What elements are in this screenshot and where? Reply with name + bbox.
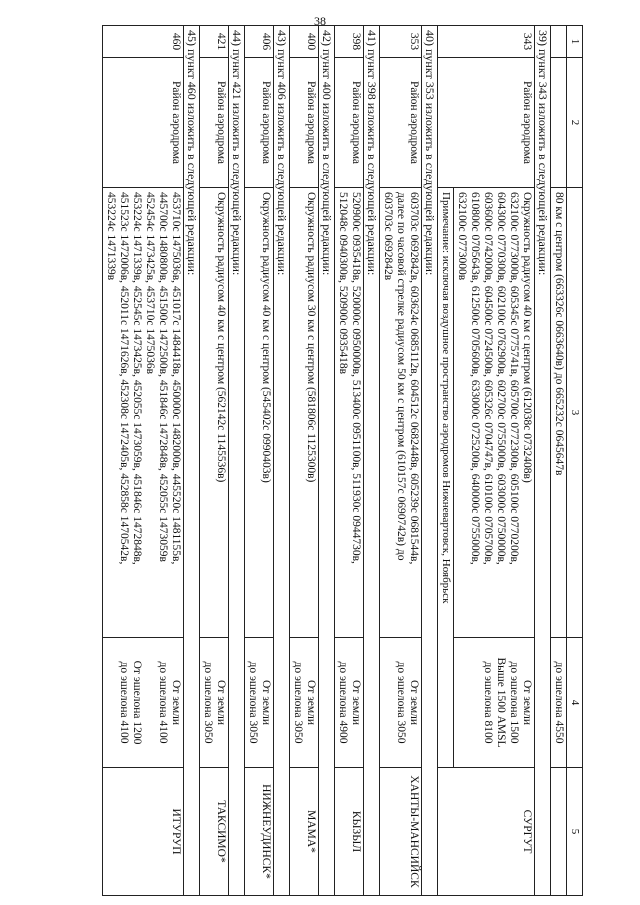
limits-line: От земли	[350, 679, 362, 726]
coords-line: Окружность радиусом 40 км с центром (562142с 1145536в)	[215, 192, 227, 483]
aerodrome-name: ХАНТЫ-МАНСИЙСК	[380, 768, 422, 896]
table-row	[380, 26, 422, 896]
limits-line: до эшелона 3050	[292, 661, 304, 744]
zone-cell: Район аэродрома	[103, 58, 184, 188]
coords-cell: 80 км с центром (663326с 0663640в) до 665232с 0645647в	[551, 188, 567, 638]
limits-cell	[380, 638, 422, 768]
section-title-row	[364, 26, 380, 896]
section-title-row	[422, 26, 438, 896]
header-cell: 2	[567, 58, 583, 188]
coords-line: 453224с 1471339в	[105, 192, 117, 281]
item-number: 398	[335, 26, 364, 58]
coords-cell	[380, 188, 422, 638]
coords-line: 452454с 1473425в, 453710с 1475036в	[144, 192, 156, 375]
aerodrome-name: ИТУРУП	[103, 768, 184, 896]
limits-cell	[290, 638, 319, 768]
coords-line: 603703с 0692842в, 603624с 0685112в, 604512с 0682448в, 605239с 0681544в,	[408, 192, 420, 565]
coords-cell	[454, 188, 535, 638]
coords-line: 512048с 0940300в, 520900с 0935418в	[337, 192, 349, 375]
limits-cell	[245, 638, 274, 768]
coords-line: 610800с 0705643в, 612500с 0705600в, 633000с 0725200в, 640000с 0755000в,	[469, 192, 481, 565]
zone-cell: Район аэродрома	[200, 58, 229, 188]
table-row	[454, 26, 535, 896]
limits-line: От земли	[521, 679, 533, 726]
section-title: 40) пункт 353 изложить в следующей редакции:	[422, 26, 438, 896]
table-row	[200, 26, 229, 896]
limits-line: От земли	[170, 679, 182, 726]
zone-cell: Район аэродрома	[245, 58, 274, 188]
limits-line: От земли	[305, 679, 317, 726]
coords-line: Окружность радиусом 30 км с центром (581806с 1125300в)	[305, 192, 317, 483]
limits-line: От земли	[408, 679, 420, 726]
limits-line: до эшелона 3050	[247, 661, 259, 744]
coords-line: 603600с 0742000в, 604500с 0724500в, 605326с 0704747в, 610100с 0705700в,	[482, 192, 494, 565]
coords-cell	[245, 188, 274, 638]
zone-cell: Район аэродрома	[438, 58, 535, 188]
header-cell: 5	[567, 768, 583, 896]
table-row	[290, 26, 319, 896]
coords-line: 632100с 0773000в, 605345с 0775741в, 605700с 0772300в, 605100с 0770200в,	[508, 192, 520, 565]
table-header-row	[567, 26, 583, 896]
limits-line: От эшелона 1200	[131, 660, 143, 745]
item-number: 406	[245, 26, 274, 58]
zone-cell: Район аэродрома	[380, 58, 422, 188]
aerodrome-name: КЫЗЫЛ	[335, 768, 364, 896]
coords-cell	[335, 188, 364, 638]
limits-cell	[454, 638, 535, 768]
item-number: 421	[200, 26, 229, 58]
rotated-table-area	[53, 25, 583, 895]
limits-line: до эшелона 4900	[337, 661, 349, 744]
limits-line: Выше 1500 AMSL	[495, 657, 507, 748]
section-title: 43) пункт 406 изложить в следующей редакции:	[274, 26, 290, 896]
section-title-row	[319, 26, 335, 896]
item-number: 400	[290, 26, 319, 58]
aerodrome-name: МАМА*	[290, 768, 319, 896]
zone-cell: Район аэродрома	[290, 58, 319, 188]
table-row	[551, 26, 567, 896]
limits-line	[143, 642, 156, 763]
coords-cell	[200, 188, 229, 638]
table-row	[245, 26, 274, 896]
airspace-table	[102, 25, 583, 896]
coords-line: Окружность радиусом 40 км с центром (612038с 0732408в)	[521, 192, 533, 483]
limits-cell	[335, 638, 364, 768]
header-cell: 4	[567, 638, 583, 768]
section-title-row	[229, 26, 245, 896]
coords-line: 604300с 0770300в, 602100с 0762900в, 602700с 0755000в, 603000с 0750000в,	[495, 192, 507, 565]
coords-line: далее по часовой стрелке радиусом 50 км с центром (610157с 0690742в) до	[395, 192, 407, 561]
aerodrome-name: ТАКСИМО*	[200, 768, 229, 896]
coords-line: 520900с 0935418в, 520000с 0950000в, 513400с 0951100в, 511930с 0944730в,	[350, 192, 362, 564]
item-number: 460	[103, 26, 184, 58]
zone-cell: Район аэродрома	[335, 58, 364, 188]
coords-line: 445700с 1480800в, 451500с 1472500в, 451846с 1472848в, 452055с 1473059в	[157, 192, 169, 562]
coords-cell	[103, 188, 184, 638]
section-title-row	[535, 26, 551, 896]
limits-line: до эшелона 4100	[118, 661, 130, 744]
section-title-row	[274, 26, 290, 896]
item-number: 343	[438, 26, 535, 58]
coords-line: Окружность радиусом 40 км с центром (545402с 0990403в)	[260, 192, 272, 483]
coords-cell	[290, 188, 319, 638]
section-title: 41) пункт 398 изложить в следующей редакции:	[364, 26, 380, 896]
coords-line: 453224с 1471339в, 452545с 1473425в, 452055с 1473059в, 451846с 1472848в,	[131, 192, 143, 565]
limits-line: до эшелона 8100	[482, 661, 494, 744]
limits-cell	[200, 638, 229, 768]
note-cell: Примечание: исключая воздушное пространство аэродромов Нижневартовск, Ноябрьск	[438, 188, 454, 768]
coords-line: 632100с 0773000в	[456, 192, 468, 281]
section-title-row	[184, 26, 200, 896]
aerodrome-name: НИЖНЕУДИНСК*	[245, 768, 274, 896]
header-cell: 1	[567, 26, 583, 58]
section-title: 39) пункт 343 изложить в следующей редакции:	[535, 26, 551, 896]
coords-line: 453710с 1475036в, 451017с 1484418в, 450000с 1482000в, 445520с 1481155в,	[170, 192, 182, 565]
limits-line: до эшелона 3050	[395, 661, 407, 744]
table-row	[335, 26, 364, 896]
limits-cell: до эшелона 4550	[551, 638, 567, 768]
limits-line: до эшелона 3050	[202, 661, 214, 744]
section-title: 42) пункт 400 изложить в следующей редакции:	[319, 26, 335, 896]
header-cell: 3	[567, 188, 583, 638]
table-row	[103, 26, 184, 896]
page-number: 38	[314, 14, 326, 28]
coords-line: 603703с 0692842в	[382, 192, 394, 281]
limits-cell	[103, 638, 184, 768]
limits-line: до эшелона 1500	[508, 661, 520, 744]
section-title: 45) пункт 460 изложить в следующей редакции:	[184, 26, 200, 896]
limits-line: От земли	[260, 679, 272, 726]
aerodrome-name: СУРГУТ	[438, 768, 535, 896]
item-number: 353	[380, 26, 422, 58]
coords-line: 451523с 1472006в, 452011с 1471626в, 452308с 1472405в, 452858с 1470542в,	[118, 192, 130, 565]
section-title: 44) пункт 421 изложить в следующей редакции:	[229, 26, 245, 896]
limits-line: От земли	[215, 679, 227, 726]
limits-line: до эшелона 4100	[157, 661, 169, 744]
